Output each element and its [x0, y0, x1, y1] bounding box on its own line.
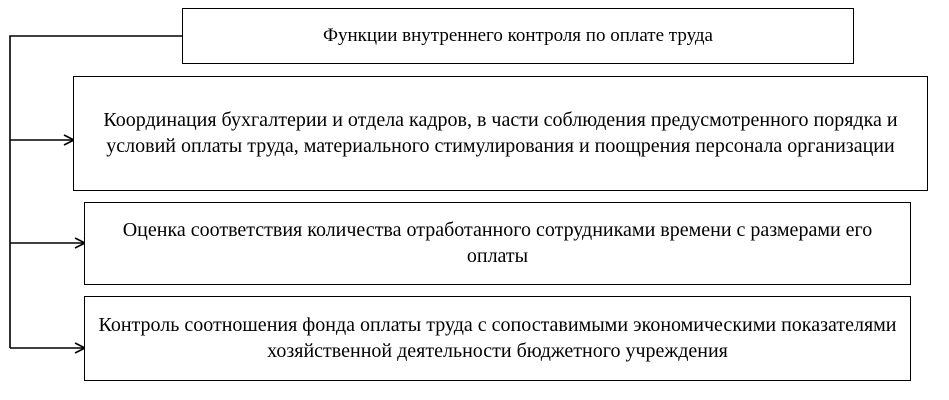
node-branch-1: [73, 76, 928, 191]
node-branch-3-label: Контроль соотношения фонда оплаты труда с сопоставимыми экономическими показателями хозяйственной деятельности бюджетного учреждения: [98, 313, 897, 362]
node-title-functions: [182, 8, 854, 64]
node-branch-2-label: Оценка соответствия количества отработанного сотрудниками времени с размерами его оплаты: [122, 218, 873, 267]
node-branch-1-label: Координация бухгалтерии и отдела кадров, в части соблюдения предусмотренного порядка и условий оплаты труда, материального стимулирования и поощрения персонала организации: [103, 108, 898, 157]
node-branch-2: [84, 202, 911, 285]
node-title-label: Функции внутреннего контроля по оплате труда: [323, 24, 713, 46]
node-branch-3: [84, 296, 911, 381]
